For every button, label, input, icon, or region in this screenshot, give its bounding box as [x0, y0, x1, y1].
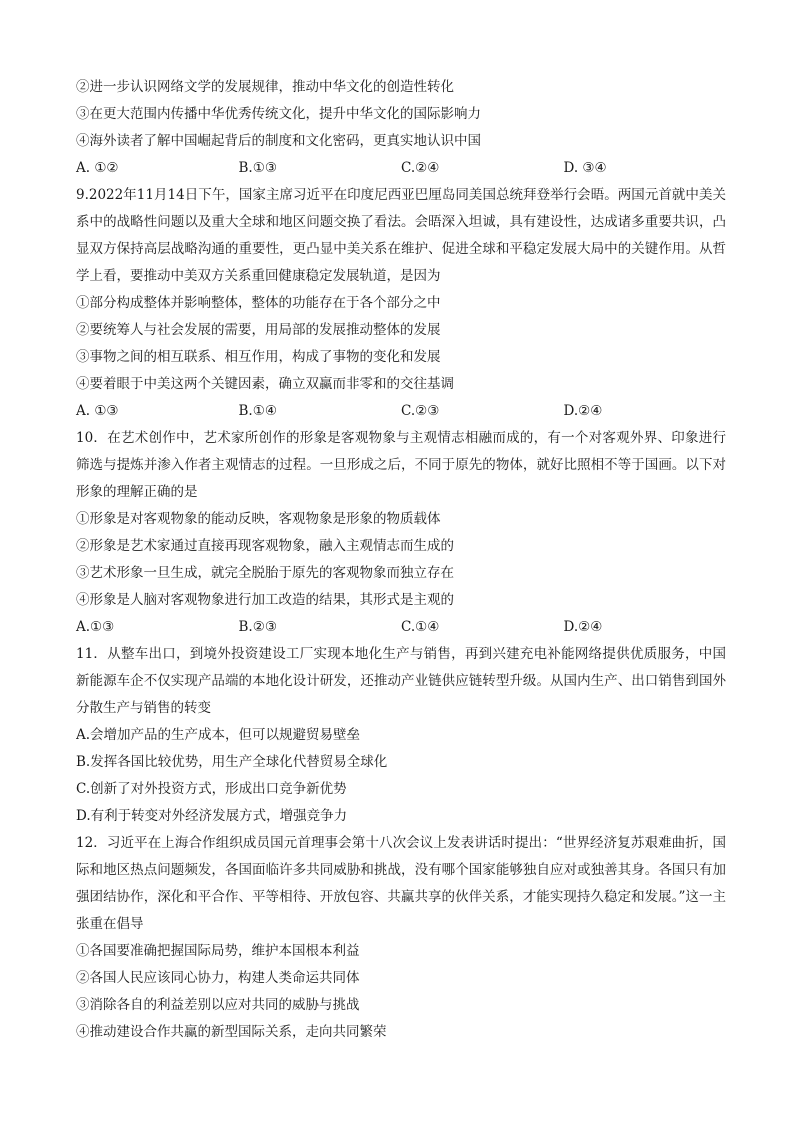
q8-option-c: C.②④ [401, 160, 440, 176]
q10-item-3: ③艺术形象一旦生成，就完全脱胎于原先的客观物象而独立存在 [76, 565, 454, 581]
q8-options [76, 155, 726, 182]
q8-item-4: ④海外读者了解中国崛起背后的制度和文化密码，更真实地认识中国 [76, 133, 481, 149]
q9-item-4: ④要着眼于中美这两个关键因素，确立双赢而非零和的交往基调 [76, 376, 454, 392]
q12-item-4: ④推动建设合作共赢的新型国际关系，走向共同繁荣 [76, 1024, 387, 1040]
q9-item-2: ②要统筹人与社会发展的需要，用局部的发展推动整体的发展 [76, 322, 441, 338]
q10-option-c: C.①④ [401, 619, 440, 635]
q12-item-1: ①各国要准确把握国际局势，维护本国根本利益 [76, 943, 360, 959]
q8-item-2: ②进一步认识网络文学的发展规律，推动中华文化的创造性转化 [76, 79, 454, 95]
exam-page [76, 74, 726, 1046]
q8-option-b: B.①③ [238, 160, 277, 176]
q10-item-4: ④形象是人脑对客观物象进行加工改造的结果，其形式是主观的 [76, 592, 454, 608]
q10-option-b: B.②③ [238, 619, 277, 635]
q11-choice-b: B.发挥各国比较优势，用生产全球化代替贸易全球化 [76, 754, 388, 770]
q9-stem: 9.2022年11月14日下午，国家主席习近平在印度尼西亚巴厘岛同美国总统拜登举行会晤。两国元首就中美关系中的战略性问题以及重大全球和地区问题交换了看法。会晤深入坦诚，具有建设性，达成诸多重要共识，凸显双方保持高层战略沟通的重要性，更凸显中美关系在维护、促进全球和平稳定发展大局中的关键作用。从哲学上看，要推动中美双方关系重回健康稳定发展轨道，是因为 [76, 187, 726, 284]
q9-options [76, 398, 726, 425]
q10-stem: 10．在艺术创作中，艺术家所创作的形象是客观物象与主观情志相融而成的，有一个对客观外界、印象进行筛选与提炼并渗入作者主观情志的过程。一旦形成之后，不同于原先的物体，就好比照相不等于国画。以下对形象的理解正确的是 [76, 430, 726, 500]
q11-choice-a: A.会增加产品的生产成本，但可以规避贸易壁垒 [76, 727, 361, 743]
q9-item-3: ③事物之间的相互联系、相互作用，构成了事物的变化和发展 [76, 349, 441, 365]
q11-choice-d: D.有利于转变对外经济发展方式，增强竞争力 [76, 808, 348, 824]
q10-item-2: ②形象是艺术家通过直接再现客观物象，融入主观情志而生成的 [76, 538, 454, 554]
q10-item-1: ①形象是对客观物象的能动反映，客观物象是形象的物质载体 [76, 511, 441, 527]
q11-choice-c: C.创新了对外投资方式，形成出口竞争新优势 [76, 781, 347, 797]
q12-stem: 12．习近平在上海合作组织成员国元首理事会第十八次会议上发表讲话时提出：“世界经济复苏艰难曲折，国际和地区热点问题频发，各国面临许多共同威胁和挑战，没有哪个国家能够独自应对或独善其身。各国只有加强团结协作，深化和平合作、平等相待、开放包容、共赢共享的伙伴关系，才能实现持久稳定和发展。”这一主张重在倡导 [76, 835, 726, 932]
q9-item-1: ①部分构成整体并影响整体，整体的功能存在于各个部分之中 [76, 295, 441, 311]
q9-option-b: B.①④ [238, 403, 277, 419]
q8-option-a: A. ①② [76, 160, 119, 176]
q11-stem: 11．从整车出口，到境外投资建设工厂实现本地化生产与销售，再到兴建充电补能网络提供优质服务，中国新能源车企不仅实现产品端的本地化设计研发，还推动产业链供应链转型升级。从国内生产、出口销售到国外分散生产与销售的转变 [76, 646, 726, 716]
q9-option-c: C.②③ [401, 403, 440, 419]
q8-option-d: D. ③④ [563, 160, 607, 176]
q12-item-2: ②各国人民应该同心协力，构建人类命运共同体 [76, 970, 360, 986]
q8-item-3: ③在更大范围内传播中华优秀传统文化，提升中华文化的国际影响力 [76, 106, 481, 122]
q10-option-d: D.②④ [563, 619, 603, 635]
q10-options [76, 614, 726, 641]
q9-option-d: D.②④ [563, 403, 603, 419]
q12-item-3: ③消除各自的利益差别以应对共同的威胁与挑战 [76, 997, 360, 1013]
q10-option-a: A.①③ [76, 619, 115, 635]
q9-option-a: A. ①③ [76, 403, 119, 419]
